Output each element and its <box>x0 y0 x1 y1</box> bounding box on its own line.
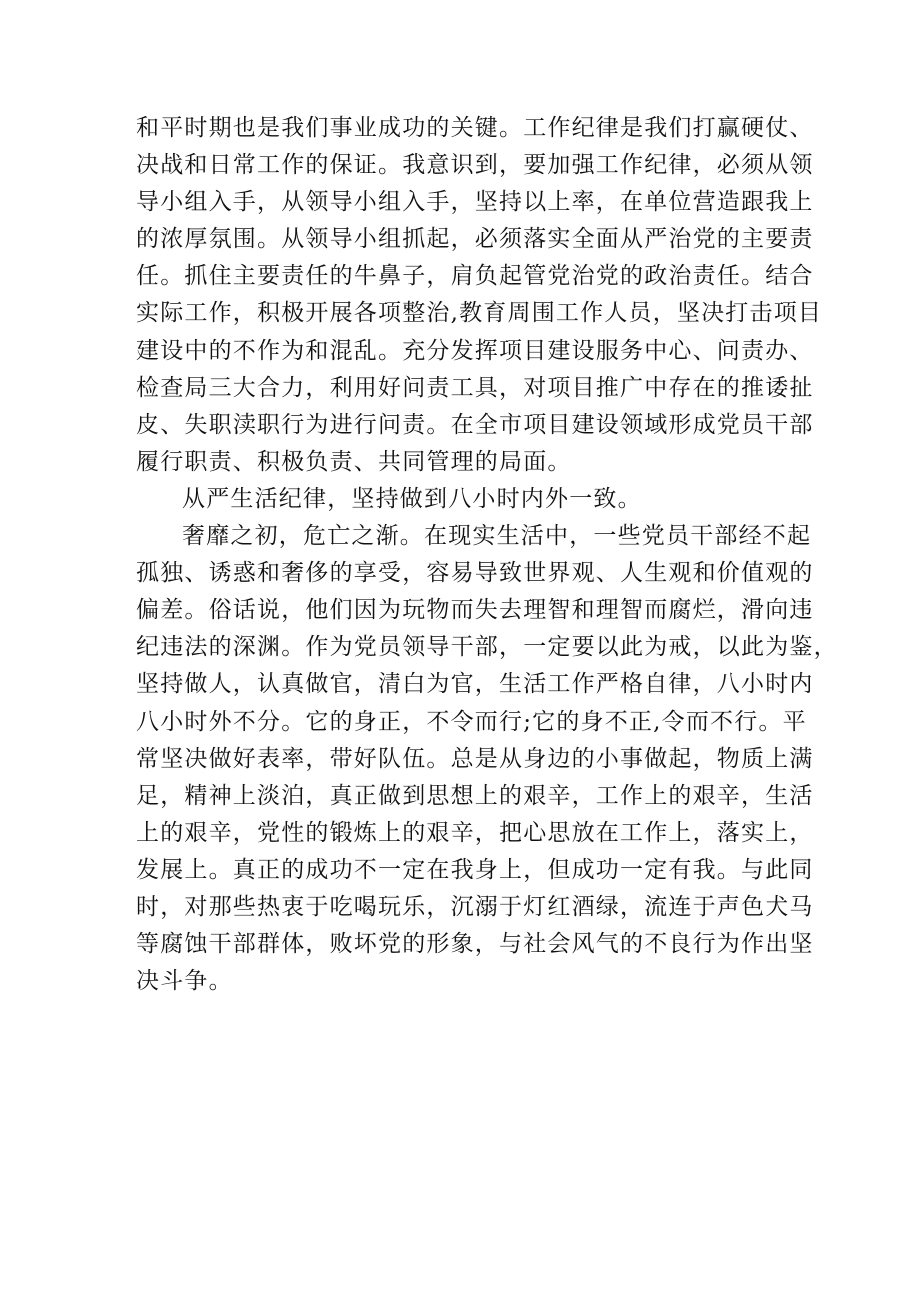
text-line: 偏差。俗话说，他们因为玩物而失去理智和理智而腐烂，滑向违 <box>136 597 814 624</box>
text-line: 发展上。真正的成功不一定在我身上，但成功一定有我。与此同 <box>136 856 814 883</box>
text-line: 孤独、诱惑和奢侈的享受，容易导致世界观、人生观和价值观的 <box>136 560 814 587</box>
text-line: 八小时外不分。它的身正，不令而行;它的身不正,令而不行。平 <box>136 708 807 735</box>
text-line: 纪违法的深渊。作为党员领导干部，一定要以此为戒，以此为鉴， <box>136 634 838 661</box>
text-line: 坚持做人，认真做官，清白为官，生活工作严格自律，八小时内 <box>136 671 814 698</box>
text-line: 足，精神上淡泊，真正做到思想上的艰辛，工作上的艰辛，生活 <box>136 782 814 809</box>
section-heading-life-discipline <box>136 481 796 518</box>
text-line: 上的艰辛，党性的锻炼上的艰辛，把心思放在工作上，落实上， <box>136 819 814 846</box>
text-line: 导小组入手，从领导小组入手，坚持以上率，在单位营造跟我上 <box>136 189 814 216</box>
text-line: 履行职责、积极负责、共同管理的局面。 <box>136 448 572 475</box>
text-line: 等腐蚀干部群体，败坏党的形象，与社会风气的不良行为作出坚 <box>136 931 814 958</box>
text-line: 决战和日常工作的保证。我意识到，要加强工作纪律，必须从领 <box>136 152 814 179</box>
paragraph-work-discipline <box>136 110 823 481</box>
text-line: 常坚决做好表率，带好队伍。总是从身边的小事做起，物质上满 <box>136 745 814 772</box>
text-line: 建设中的不作为和混乱。充分发挥项目建设服务中心、问责办、 <box>136 337 814 364</box>
text-line: 皮、失职渎职行为进行问责。在全市项目建设领域形成党员干部 <box>136 411 814 438</box>
text-line: 任。抓住主要责任的牛鼻子，肩负起管党治党的政治责任。结合 <box>136 263 814 290</box>
text-line: 决斗争。 <box>136 968 233 995</box>
text-line: 时，对那些热衷于吃喝玩乐，沉溺于灯红酒绿，流连于声色犬马 <box>136 893 814 920</box>
document-body <box>136 110 838 1000</box>
text-line: 实际工作，积极开展各项整治,教育周围工作人员，坚决打击项目 <box>136 300 823 327</box>
text-line: 从严生活纪律，坚持做到八小时内外一致。 <box>182 485 642 512</box>
text-line: 的浓厚氛围。从领导小组抓起，必须落实全面从严治党的主要责 <box>136 226 814 253</box>
text-line: 和平时期也是我们事业成功的关键。工作纪律是我们打赢硬仗、 <box>136 115 814 141</box>
text-line: 检查局三大合力，利用好问责工具，对项目推广中存在的推诿扯 <box>136 374 814 401</box>
paragraph-life-discipline <box>136 518 838 1000</box>
text-line: 奢靡之初，危亡之渐。在现实生活中，一些党员干部经不起 <box>182 523 812 550</box>
